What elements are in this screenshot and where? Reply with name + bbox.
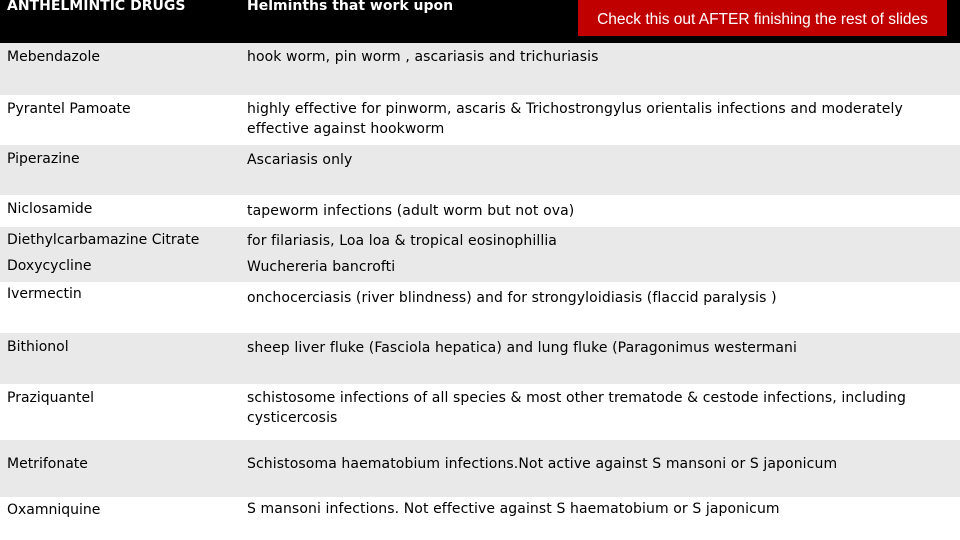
table-row xyxy=(0,384,960,440)
header-use: Helminths that work upon xyxy=(247,0,454,14)
drug-name: Praziquantel xyxy=(7,390,94,406)
drug-use: Ascariasis only xyxy=(247,152,353,168)
drug-name: Ivermectin xyxy=(7,286,82,302)
table-row xyxy=(0,440,960,497)
table-row xyxy=(0,195,960,227)
table-row xyxy=(0,497,960,540)
drug-name: Pyrantel Pamoate xyxy=(7,101,131,117)
drug-use: S mansoni infections. Not effective against S haematobium or S japonicum xyxy=(247,501,780,517)
drug-name: Doxycycline xyxy=(7,258,92,274)
drug-name: Mebendazole xyxy=(7,49,100,65)
instruction-callout: Check this out AFTER finishing the rest of slides xyxy=(578,0,947,36)
header-drug: ANTHELMINTIC DRUGS xyxy=(7,0,186,14)
table-row xyxy=(0,227,960,255)
drug-name: Metrifonate xyxy=(7,456,88,472)
drug-name: Niclosamide xyxy=(7,201,93,217)
drug-name: Diethylcarbamazine Citrate xyxy=(7,232,200,248)
drug-use: Schistosoma haematobium infections.Not active against S mansoni or S japonicum xyxy=(247,456,838,472)
drug-use: highly effective for pinworm, ascaris & Trichostrongylus orientalis infections and moderately effective against hookworm xyxy=(247,101,903,137)
table-row xyxy=(0,43,960,95)
drug-use: hook worm, pin worm , ascariasis and trichuriasis xyxy=(247,49,599,65)
drug-use: schistosome infections of all species & most other trematode & cestode infections, including cysticercosis xyxy=(247,390,906,426)
drug-name: Bithionol xyxy=(7,339,69,355)
drug-use: Wuchereria bancrofti xyxy=(247,259,396,275)
table-row xyxy=(0,95,960,145)
table-row xyxy=(0,333,960,384)
drug-use: sheep liver fluke (Fasciola hepatica) and lung fluke (Paragonimus westermani xyxy=(247,340,798,356)
table-row xyxy=(0,145,960,195)
drug-name: Piperazine xyxy=(7,151,80,167)
drug-name: Oxamniquine xyxy=(7,502,101,518)
table-row xyxy=(0,282,960,333)
drug-use: onchocerciasis (river blindness) and for strongyloidiasis (flaccid paralysis ) xyxy=(247,290,777,306)
table-row xyxy=(0,255,960,282)
drug-use: tapeworm infections (adult worm but not ova) xyxy=(247,203,575,219)
drug-use: for filariasis, Loa loa & tropical eosinophillia xyxy=(247,233,557,249)
